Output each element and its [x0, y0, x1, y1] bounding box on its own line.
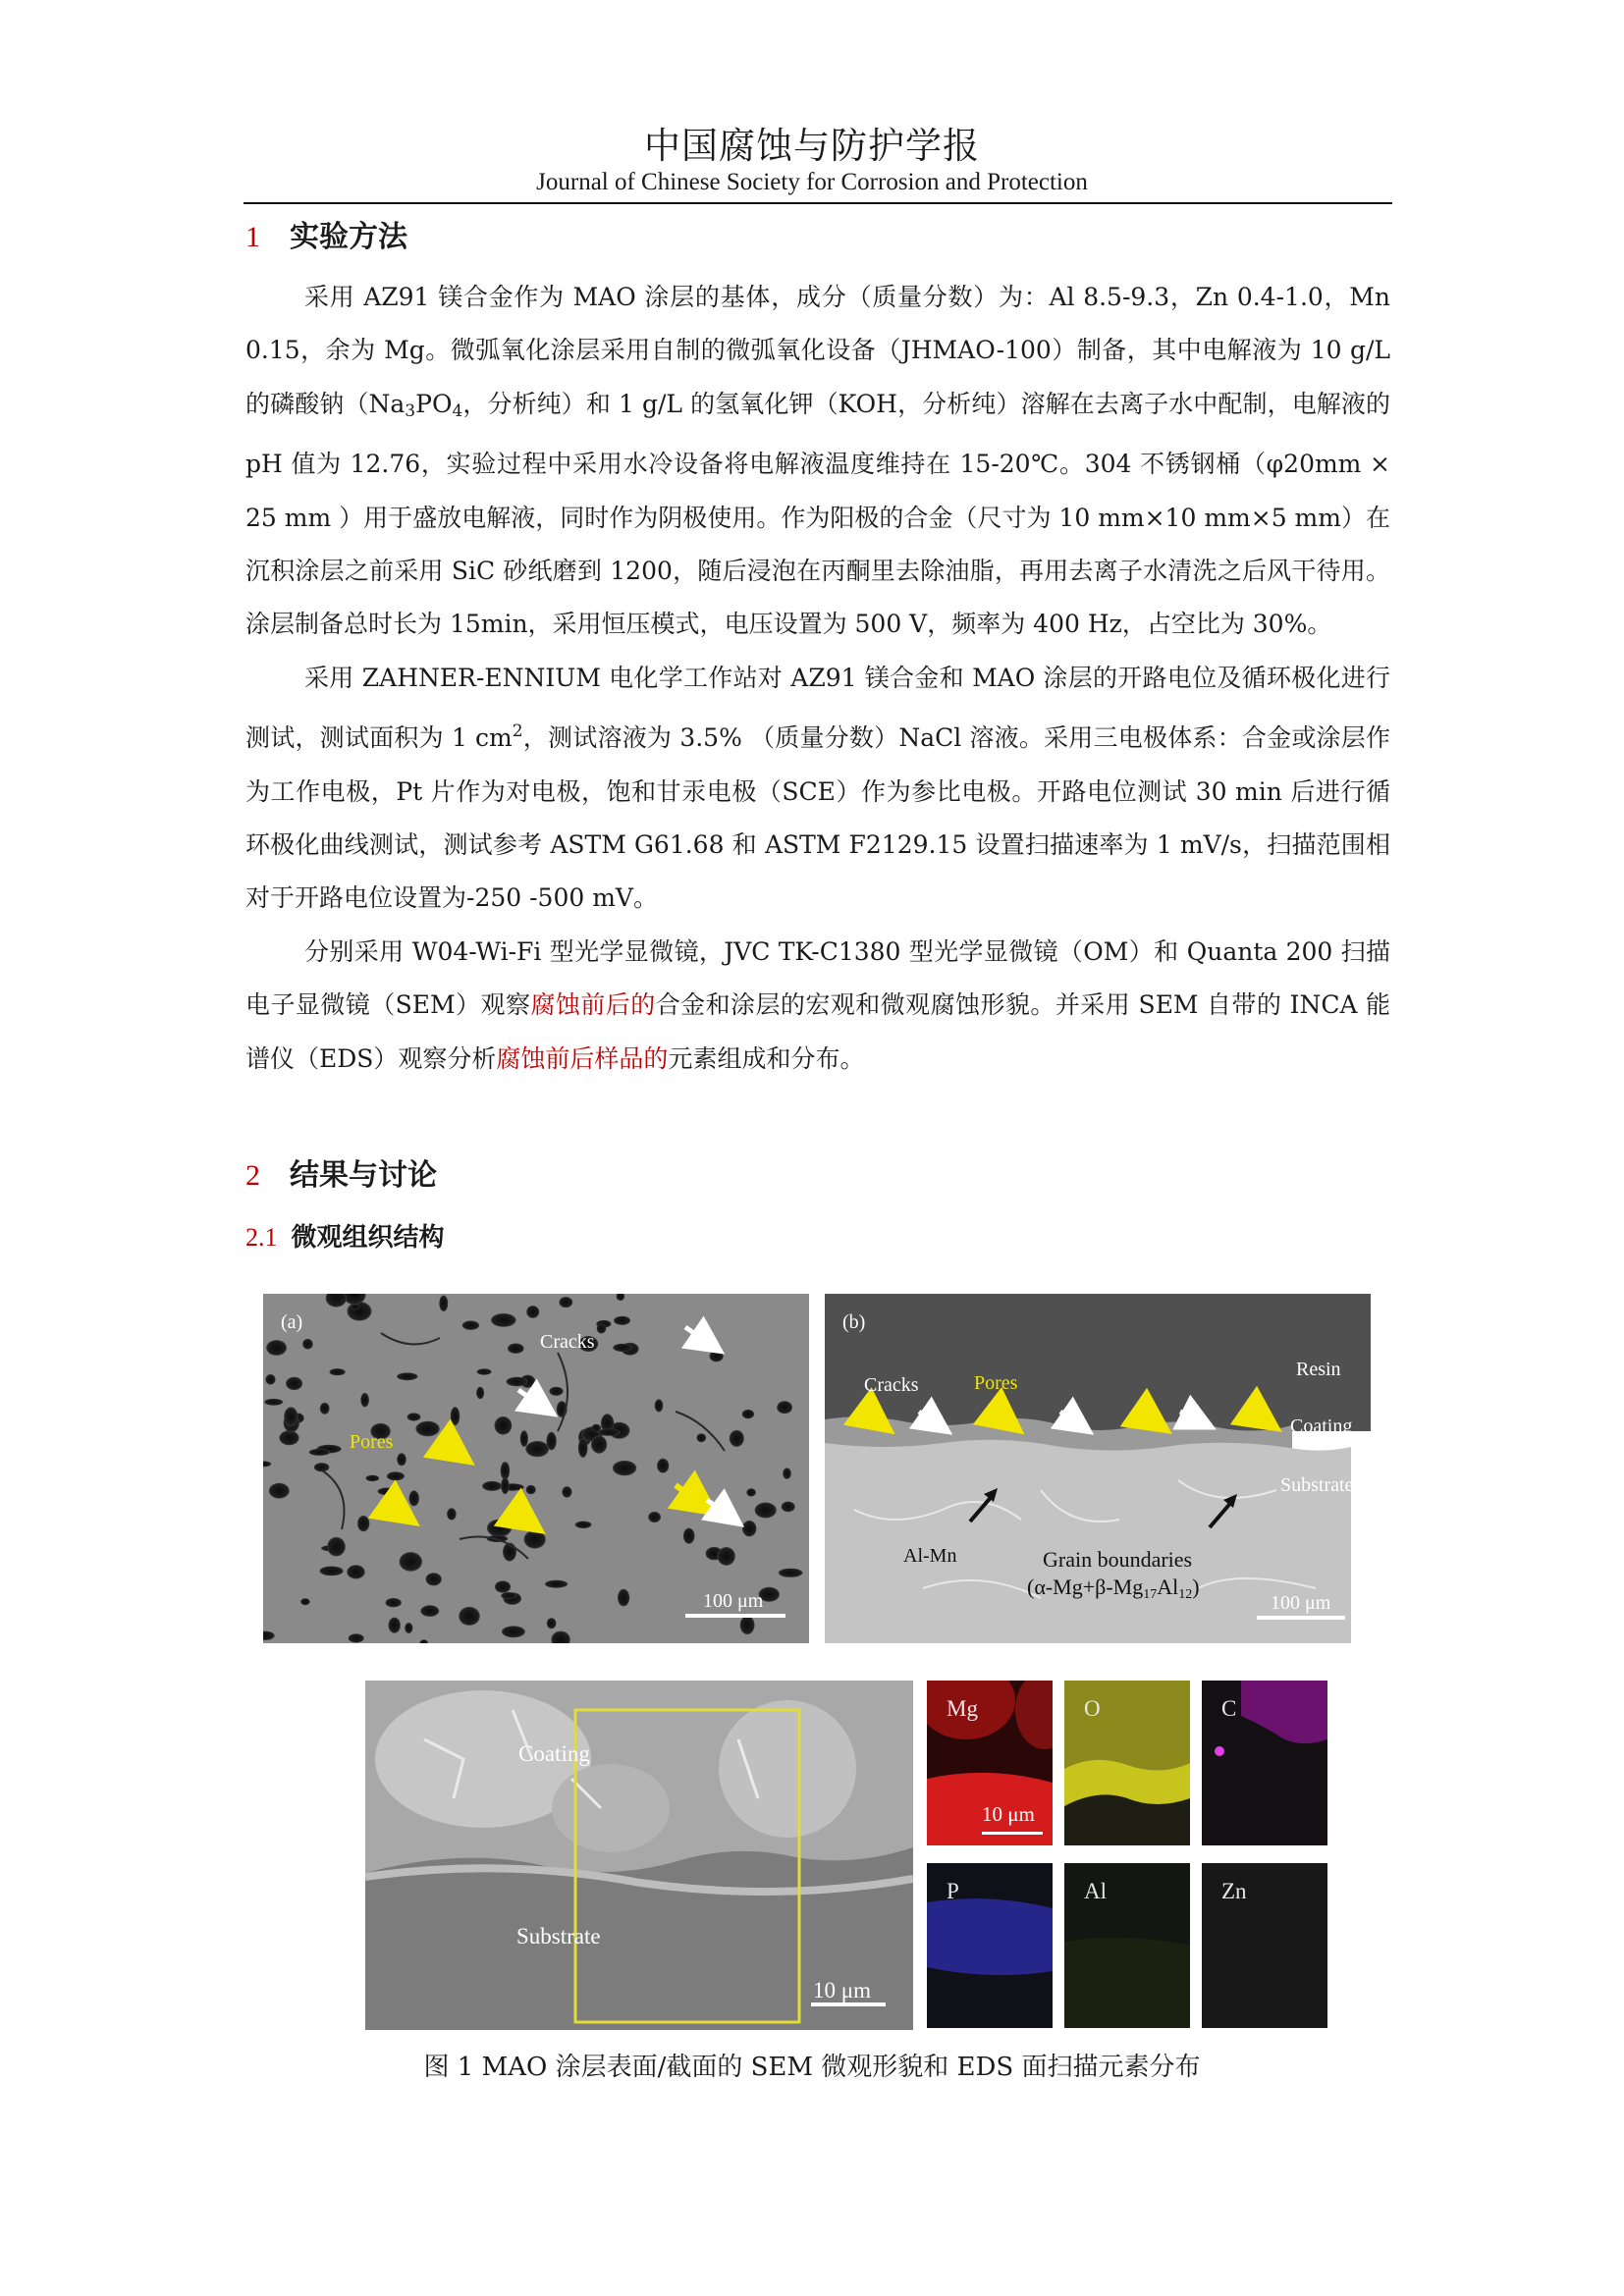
pore-texture: [286, 1377, 302, 1390]
al-mn-label: Al-Mn: [903, 1545, 957, 1567]
pore-texture: [742, 1410, 754, 1418]
substrate-label: Substrate: [1280, 1474, 1354, 1496]
header-rule: [244, 202, 1392, 204]
paragraph-1: [245, 271, 1390, 652]
pore-texture: [300, 1598, 309, 1605]
pore-texture: [618, 1589, 629, 1607]
coating-label: Coating: [1290, 1415, 1353, 1437]
text-run: 分别采用 W04-Wi-Fi 型光学显微镜，JVC TK-C1380 型光学显微镜（OM）和 Quanta 200 扫描电子显微镜（SEM）观察: [245, 936, 1390, 1020]
pore-texture: [386, 1598, 402, 1607]
superscript: 2: [512, 721, 523, 742]
pore-texture: [575, 1522, 592, 1528]
highlighted-text: 腐蚀前后样品的: [496, 1043, 669, 1073]
pore-texture: [302, 1339, 313, 1350]
pore-texture: [549, 1387, 563, 1396]
text-run: ，分析纯）和 1 g/L 的氢氧化钾（KOH，分析纯）溶解在去离子水中配制，电解液的 pH 值为 12.76，实验过程中采用水冷设备将电解液温度维持在 15-20℃。304 不锈钢桶（φ20mm × 25 mm ）用于盛放电解液，同时作为阴极使用。作为阳极的合金（尺寸为 10 mm×10 mm×5 mm）在沉积涂层之前采用 SiC 砂纸磨到 1200，随后浸泡在丙酮里去除油脂，再用去离子水清洗之后风干待用。涂层制备总时长为 15min，采用恒压模式，电压设置为 500 V，频率为 400 Hz，占空比为 30%。: [245, 389, 1390, 639]
text-run: PO: [415, 389, 453, 418]
journal-title-en: Journal of Chinese Society for Corrosion and Protection: [536, 169, 1088, 195]
pore-texture: [349, 1633, 364, 1642]
panel-b-label: (b): [842, 1311, 866, 1333]
pore-texture: [777, 1401, 792, 1414]
cracks-label: Cracks: [864, 1374, 919, 1396]
pore-texture: [779, 1569, 803, 1577]
coating-label: Coating: [518, 1741, 590, 1766]
figure-caption: 图 1 MAO 涂层表面/截面的 SEM 微观形貌和 EDS 面扫描元素分布: [423, 2053, 1201, 2082]
pore-texture: [742, 1521, 756, 1536]
pore-texture: [409, 1490, 419, 1506]
pore-texture: [264, 1399, 283, 1406]
pore-texture: [407, 1413, 421, 1420]
pore-texture: [487, 1520, 512, 1537]
pore-texture: [309, 1449, 331, 1456]
pores-label: Pores: [974, 1372, 1018, 1394]
pore-texture: [524, 1530, 546, 1549]
section-1-heading: [245, 212, 407, 255]
subsection-2-1-heading: [245, 1217, 445, 1254]
pore-texture: [526, 1485, 536, 1494]
pore-texture: [314, 1463, 330, 1471]
pore-texture: [327, 1537, 346, 1557]
pore-texture: [783, 1468, 791, 1478]
resin-label: Resin: [1296, 1359, 1341, 1380]
eds-scale-label: 10 μm: [982, 1802, 1035, 1826]
section-2-heading: [245, 1150, 437, 1194]
pore-texture: [284, 1407, 298, 1426]
pore-texture: [562, 1486, 571, 1497]
pore-texture: [655, 1399, 664, 1412]
section-title: 实验方法: [290, 220, 407, 254]
pore-texture: [351, 1304, 359, 1309]
phase-label: [1027, 1575, 1200, 1603]
pore-texture: [718, 1547, 735, 1566]
text-run: 合金和涂层的宏观和微观腐蚀形貌。并采用 SEM 自带的 INCA 能谱仪（EDS）观察分析: [245, 990, 1390, 1073]
pore-texture: [559, 1297, 572, 1308]
phase-text: ): [1192, 1575, 1200, 1599]
scale-bar-label: 100 μm: [703, 1590, 764, 1612]
pore-texture: [397, 1453, 406, 1466]
pore-texture: [495, 1580, 511, 1592]
scale-bar-label: 100 μm: [1271, 1592, 1331, 1614]
sem-surface-image: [263, 1294, 809, 1643]
pore-texture: [476, 1387, 484, 1399]
pore-texture: [507, 1377, 528, 1387]
pore-texture: [477, 1368, 492, 1374]
pore-texture: [746, 1488, 756, 1496]
pore-texture: [730, 1430, 744, 1447]
phase-text: (α-Mg+β-Mg: [1027, 1575, 1144, 1599]
pore-texture: [495, 1416, 513, 1435]
pore-texture: [415, 1421, 439, 1437]
element-label: O: [1084, 1696, 1101, 1721]
eds-map-mg: [927, 1681, 1053, 1845]
pore-texture: [320, 1403, 330, 1415]
text-run: ，测试溶液为 3.5% （质量分数）NaCl 溶液。采用三电极体系：合金或涂层作为工作电极，Pt 片作为对电极，饱和甘汞电极（SCE）作为参比电极。开路电位测试 30 min 后进行循环极化曲线测试，测试参考 ASTM G61.68 和 ASTM F2129.15 设置扫描速率为 1 mV/s，扫描范围相对于开路电位设置为-250 -500 mV。: [245, 723, 1390, 913]
element-label: Zn: [1221, 1879, 1247, 1903]
pore-texture: [591, 1436, 607, 1454]
eds-map-zn: [1202, 1863, 1327, 2028]
pore-texture: [502, 1626, 525, 1637]
pore-texture: [269, 1483, 290, 1499]
section-title: 结果与讨论: [290, 1158, 437, 1193]
panel-a-label: (a): [281, 1311, 303, 1333]
pore-texture: [447, 1508, 457, 1520]
pore-texture: [330, 1368, 346, 1375]
pore-texture: [266, 1340, 287, 1356]
pore-texture: [697, 1433, 707, 1442]
subscript: 17: [1143, 1587, 1158, 1602]
section-number: 2: [245, 1159, 260, 1192]
pore-texture: [520, 1430, 528, 1447]
element-label: Mg: [947, 1696, 978, 1721]
paragraph-3: [245, 926, 1390, 1086]
pore-texture: [613, 1344, 632, 1352]
pore-texture: [462, 1321, 479, 1330]
pore-texture: [526, 1306, 539, 1318]
section-1-body: [245, 271, 1390, 1086]
pore-texture: [426, 1573, 442, 1585]
eds-map-o: [1064, 1681, 1190, 1845]
pore-texture: [525, 1441, 549, 1457]
cracks-label: Cracks: [540, 1331, 595, 1353]
text-run: 采用 ZAHNER-ENNIUM 电化学工作站对 AZ91 镁合金和 MAO 涂层的开路电位及循环极化进行测试，测试面积为 1 cm: [245, 663, 1390, 753]
pore-texture: [397, 1372, 417, 1380]
pore-texture: [689, 1339, 700, 1345]
pore-texture: [657, 1459, 669, 1473]
pore-texture: [710, 1351, 724, 1362]
element-label: C: [1221, 1696, 1237, 1721]
pore-texture: [501, 1592, 516, 1599]
pore-texture: [491, 1313, 516, 1327]
section-number: 1: [245, 221, 260, 253]
pore-texture: [683, 1528, 695, 1544]
sem-cross-section-image: [825, 1294, 1371, 1643]
scale-bar-label: 10 μm: [813, 1978, 871, 2002]
pore-texture: [782, 1502, 795, 1513]
pore-texture: [405, 1623, 412, 1633]
highlighted-text: 腐蚀前后的: [530, 990, 656, 1020]
pore-texture: [459, 1607, 480, 1626]
paragraph-2: [245, 652, 1390, 926]
subsection-title: 微观组织结构: [291, 1223, 445, 1253]
pore-texture: [501, 1477, 509, 1494]
text-run: 元素组成和分布。: [668, 1043, 865, 1073]
pore-texture: [755, 1503, 777, 1519]
pore-texture: [387, 1471, 405, 1480]
pore-texture: [740, 1616, 755, 1634]
text-run: 采用 AZ91 镁合金作为 MAO 涂层的基体，成分（质量分数）为：Al 8.5-9.3，Zn 0.4-1.0，Mn 0.15，余为 Mg。微弧氧化涂层采用自制的微弧氧化设备（JHMAO-100）制备，其中电解液为 10 g/L 的磷酸钠（Na: [245, 283, 1390, 418]
pore-texture: [265, 1374, 275, 1385]
subsection-number: 2.1: [245, 1223, 278, 1252]
pore-texture: [320, 1567, 344, 1576]
element-label: Al: [1084, 1879, 1107, 1903]
pore-texture: [598, 1428, 621, 1435]
pore-texture: [347, 1565, 364, 1578]
eds-map-c: [1202, 1681, 1327, 1845]
pore-texture: [348, 1302, 372, 1321]
pore-texture: [279, 1430, 298, 1445]
eds-map-grid: [927, 1681, 1327, 2030]
pore-texture: [501, 1462, 510, 1479]
pores-label: Pores: [350, 1431, 394, 1453]
sem-zoom-image: [365, 1681, 913, 2030]
pore-texture: [482, 1481, 502, 1491]
eds-map-al: [1064, 1863, 1190, 2028]
pore-texture: [378, 1488, 397, 1496]
pore-texture: [547, 1618, 557, 1629]
pore-texture: [614, 1316, 630, 1325]
pore-texture: [613, 1461, 636, 1475]
pore-texture: [439, 1296, 448, 1311]
subscript: 4: [452, 400, 463, 421]
pore-texture: [648, 1512, 661, 1522]
journal-title-cn: 中国腐蚀与防护学报: [644, 125, 980, 167]
pore-texture: [420, 1605, 439, 1617]
substrate-label: Substrate: [516, 1924, 601, 1949]
pore-texture: [578, 1438, 588, 1458]
pore-texture: [400, 1552, 422, 1572]
pore-texture: [357, 1516, 369, 1531]
pore-texture: [360, 1393, 369, 1407]
element-label: P: [947, 1879, 959, 1903]
phase-text: Al: [1157, 1575, 1179, 1599]
pore-texture: [366, 1475, 380, 1481]
grain-boundaries-label: Grain boundaries: [1043, 1547, 1193, 1572]
eds-scale-bar: [982, 1832, 1043, 1835]
pore-texture: [389, 1618, 401, 1633]
pore-texture: [451, 1407, 460, 1425]
eds-map-p: [927, 1863, 1053, 2028]
subscript: 3: [405, 400, 416, 421]
pore-texture: [508, 1344, 524, 1354]
subscript: 12: [1178, 1587, 1193, 1602]
pore-texture: [597, 1323, 607, 1333]
pore-texture: [545, 1580, 568, 1588]
